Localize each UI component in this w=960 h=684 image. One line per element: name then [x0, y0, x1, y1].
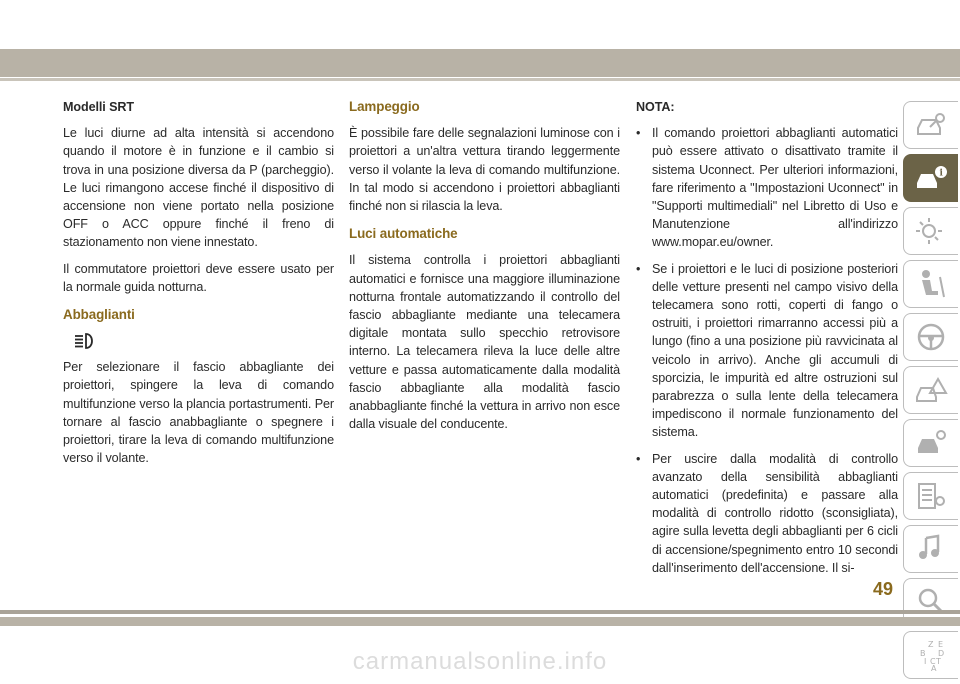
- car-key-icon: [914, 108, 948, 142]
- tab-specs-list[interactable]: [903, 472, 958, 520]
- tab-car-key[interactable]: [903, 101, 958, 149]
- specs-list-icon: [914, 479, 948, 513]
- car-hazard-icon: [914, 373, 948, 407]
- page-number: 49: [873, 579, 894, 599]
- index-letter: C: [930, 657, 936, 666]
- flash-paragraph: È possibile fare delle segnalazioni luminose con i proiettori a un'altra vettura tirando leggermente verso il volante la leva di comando multifunzione. In tal modo si accendono i proiettori abbaglianti finché non si rilascia la leva.: [349, 126, 620, 214]
- header-band: [0, 49, 960, 77]
- footer-band: [0, 617, 960, 626]
- multimedia-icon: [914, 532, 948, 566]
- note-item: • Il comando proiettori abbaglianti automatici può essere attivato o disattivato tramite il sistema Uconnect. Per ulteriori informazioni, fare riferimento a "Impostazioni Uconnect" in "Supporti multimediali" nel Libretto di Uso e Manutenzione all'indirizzo www.mopar.eu/owner.: [636, 124, 898, 251]
- car-info-icon: [914, 161, 948, 195]
- drl-paragraph: Le luci diurne ad alta intensità si accendono quando il motore è in funzione e il cambio si trova in una posizione diversa da P (parcheggio). Le luci rimangono accese finché il dispositivo di accensione non viene portato nella posizione OFF o ACC oppure finché il freno di stazionamento non viene innestato.: [63, 126, 334, 250]
- warning-light-icon: [914, 214, 948, 248]
- auto-lights-title: Luci automatiche: [349, 226, 458, 242]
- tab-warning-light[interactable]: [903, 207, 958, 255]
- tab-steering-wheel[interactable]: [903, 313, 958, 361]
- chapter-tabs: [903, 101, 960, 684]
- index-letter: Z: [928, 640, 934, 649]
- seat-airbag-icon: [914, 267, 948, 301]
- index-letter: E: [938, 640, 944, 649]
- auto-lights-paragraph: Il sistema controlla i proiettori abbaglianti automatici e fornisce una maggiore illuminazione notturna frontale automatizzando il controllo del fascio abbagliante mediante una telecamera digitale montata sullo specchio retrovisore interno. La telecamera rileva la luce delle altre vetture e passa automaticamente dalla modalità fascio abbagliante alla modalità fascio anabbagliante finché la vettura in arrivo non esce dalla visuale del conducente.: [349, 253, 620, 432]
- index-letter: A: [931, 664, 937, 672]
- note-item: • Se i proiettori e le luci di posizione posteriori delle vetture presenti nel campo visivo della telecamera sono rotti, coperti di fango o ostruiti, i proiettori rimarranno accessi più a lungo (fino a una posizione più ravvicinata al veicolo in arrivo). Anche gli accumuli di sporcizia, le impurità ed altre ostruzioni sul parabrezza o sulla lente della telecamera impediscono il normale funzionamento del sistema.: [636, 260, 898, 442]
- srt-heading: Modelli SRT: [63, 100, 134, 114]
- index-letter: I: [924, 657, 927, 666]
- tab-car-hazard[interactable]: [903, 366, 958, 414]
- high-beam-title: Abbaglianti: [63, 307, 135, 323]
- header-rule: [0, 78, 960, 81]
- high-beam-icon: [73, 332, 97, 350]
- column-3: [636, 98, 898, 585]
- footer-rule: [0, 610, 960, 614]
- tab-car-info[interactable]: [903, 154, 958, 202]
- note-list: [636, 124, 898, 577]
- tab-seat-airbag[interactable]: [903, 260, 958, 308]
- steering-wheel-icon: [914, 320, 948, 354]
- switch-paragraph: Il commutatore proiettori deve essere usato per la normale guida notturna.: [63, 261, 334, 294]
- column-2: [349, 98, 620, 441]
- high-beam-paragraph: Per selezionare il fascio abbagliante dei proiettori, spingere la leva di comando multifunzione verso la plancia portastrumenti. Per tornare al fascio anabbagliante o spegnere i proiettori, tirare la leva di comando multifunzione verso il volante.: [63, 360, 334, 466]
- index-letter: T: [936, 657, 941, 666]
- column-1: [63, 98, 334, 475]
- watermark: carmanualsonline.info: [352, 648, 608, 675]
- index-letter: D: [938, 649, 945, 658]
- note-item: • Per uscire dalla modalità di controllo avanzato della sensibilità abbaglianti automatici (predefinita) e passare alla modalità di controllo ridotto (sconsigliata), agire sulla levetta degli abbaglianti per 6 cicli di accensione/spegnimento entro 10 secondi dall'inserimento dell'accensione. Il si-: [636, 450, 898, 577]
- note-heading: NOTA:: [636, 100, 675, 114]
- svg-text:i: i: [939, 168, 943, 179]
- index-letter: B: [920, 649, 926, 658]
- car-service-icon: [914, 426, 948, 460]
- tab-car-service[interactable]: [903, 419, 958, 467]
- tab-multimedia[interactable]: [903, 525, 958, 573]
- flash-title: Lampeggio: [349, 99, 420, 114]
